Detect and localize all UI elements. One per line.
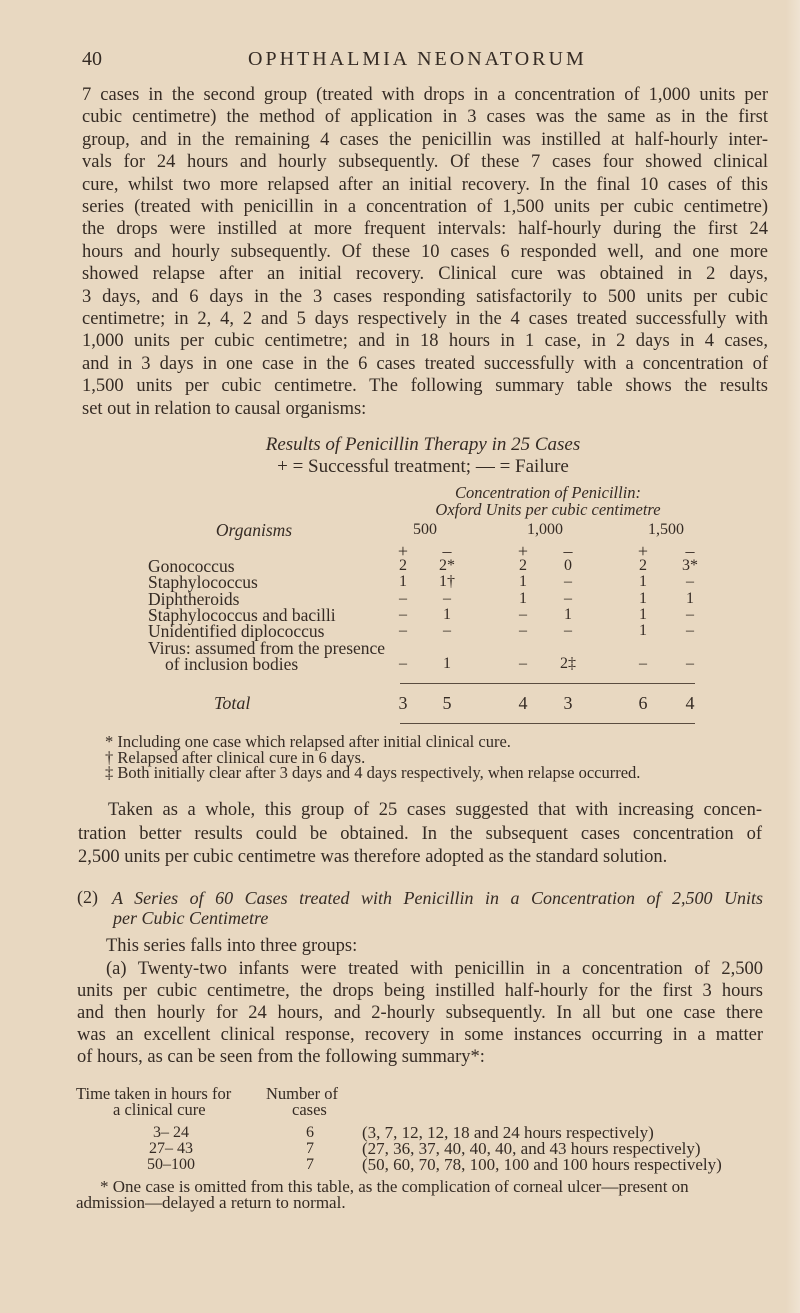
table-cell: 1 (639, 606, 647, 623)
table-cell: – (443, 590, 451, 607)
text-line: and in 3 days in one case in the 6 cases treated successfully with a concentration of (82, 353, 768, 374)
success-sign: + (517, 541, 529, 561)
text-line: 7 cases in the second group (treated with drops in a concentration of 1,000 units per (82, 85, 768, 105)
failure-sign: – (685, 541, 695, 561)
text-line: 2,500 units per cubic centimetre was therefore adopted as the standard solution. (78, 847, 668, 867)
summary-footnote-2: admission—delayed a return to normal. (76, 1193, 346, 1212)
table-cell: – (519, 606, 527, 623)
time-range: 3– 24 (153, 1124, 189, 1141)
time-heading-2: a clinical cure (113, 1100, 206, 1119)
row-label-continued: of inclusion bodies (165, 654, 299, 674)
table-cell: 2‡ (560, 655, 576, 672)
table-cell: 1 (639, 590, 647, 607)
table-cell: 2 (639, 557, 647, 574)
footnote: † Relapsed after clinical cure in 6 days. (105, 747, 366, 767)
total-cell: 3 (398, 693, 408, 713)
page-edge-shadow (786, 0, 800, 1313)
concentration-header: 1,500 (648, 521, 684, 538)
concentration-header: 1,000 (527, 521, 563, 538)
time-range: 50–100 (147, 1156, 195, 1173)
total-cell: 5 (442, 693, 452, 713)
table-cell: – (564, 590, 572, 607)
table-cell: 1 (519, 590, 527, 607)
section-number: (2) (77, 887, 98, 907)
row-label: Virus: assumed from the presence (148, 638, 386, 658)
table-cell: – (564, 573, 572, 590)
table-cell: 1 (399, 573, 407, 590)
summary-footnote-1: * One case is omitted from this table, as the complication of corneal ulcer—present on (100, 1177, 689, 1196)
case-count: 7 (306, 1140, 314, 1157)
table-cell: – (686, 573, 694, 590)
table-cell: – (443, 622, 451, 639)
concentration-heading: Concentration of Penicillin: (454, 483, 642, 502)
table-cell: – (399, 622, 407, 639)
text-line: group, and in the remaining 4 cases the penicillin was instilled at half-hourly inter- (82, 129, 768, 150)
text-line: was an excellent clinical response, recovery in some instances occurring in a matter (77, 1025, 763, 1045)
text-line: tration better results could be obtained. In the subsequent cases concentration of (78, 823, 762, 844)
total-cell: 4 (685, 693, 695, 713)
organisms-heading: Organisms (215, 520, 293, 540)
text-line: centimetre; in 2, 4, 2 and 5 days respectively in the 4 cases treated successfully with (82, 309, 768, 329)
failure-sign: – (442, 541, 452, 561)
table-cell: 1 (443, 606, 451, 623)
table-cell: 0 (564, 557, 572, 574)
footnote: ‡ Both initially clear after 3 days and 4 days respectively, when relapse occurred. (105, 763, 641, 782)
concentration-header: 500 (413, 521, 437, 538)
row-label: Staphylococcus (148, 572, 258, 592)
row-label: Unidentified diplococcus (148, 621, 325, 641)
case-count: 6 (306, 1124, 314, 1141)
total-cell: 3 (563, 693, 573, 713)
text-line: (a) Twenty-two infants were treated with penicillin in a concentration of 2,500 (106, 959, 763, 979)
text-line: 1,000 units per cubic centimetre; and in 18 hours in 1 case, in 2 days in 4 cases, (82, 331, 768, 352)
table-cell: 2* (439, 557, 455, 574)
table-cell: – (519, 655, 527, 672)
table-title: Results of Penicillin Therapy in 25 Cases (265, 434, 581, 455)
units-heading: Oxford Units per cubic centimetre (435, 500, 661, 519)
text-line: hours and hourly subsequently. Of these 10 cases 6 responded well, and one more (82, 241, 768, 262)
page-number: 40 (82, 48, 102, 70)
text-line: cubic centimetre) the method of application in 3 cases was the same as in the first (82, 107, 768, 128)
table-cell: 1 (686, 590, 694, 607)
failure-sign: – (563, 541, 573, 561)
success-sign: + (397, 541, 409, 561)
table-cell: – (686, 655, 694, 672)
time-heading: Time taken in hours for (76, 1084, 232, 1103)
table-cell: 1† (439, 573, 455, 590)
text-line: and then hourly for 24 hours, and 2-hourly subsequently. In all but one case there (77, 1003, 763, 1023)
success-sign: + (637, 541, 649, 561)
case-details: (50, 60, 70, 78, 100, 100 and 100 hours respectively) (362, 1155, 722, 1174)
section-heading-line-1: A Series of 60 Cases treated with Penicillin in a Concentration of 2,500 Units (112, 888, 763, 908)
text-line: the drops were instilled at more frequent intervals: half-hourly during the first 24 (82, 219, 768, 240)
section-intro: This series falls into three groups: (106, 936, 358, 956)
row-label: Staphylococcus and bacilli (148, 605, 336, 625)
time-range: 27– 43 (149, 1140, 193, 1157)
table-cell: – (686, 622, 694, 639)
table-cell: 3* (682, 557, 698, 574)
cases-heading: Number of (266, 1084, 338, 1103)
table-cell: 1 (639, 573, 647, 590)
table-cell: 1 (639, 622, 647, 639)
table-cell: – (399, 655, 407, 672)
total-cell: 6 (638, 693, 648, 713)
cases-heading-2: cases (292, 1100, 327, 1119)
table-cell: 2 (399, 557, 407, 574)
table-cell: – (639, 655, 647, 672)
table-cell: 2 (519, 557, 527, 574)
total-label: Total (214, 693, 251, 713)
case-count: 7 (306, 1156, 314, 1173)
text-line: 3 days, and 6 days in the 3 cases responding satisfactorily to 500 units per cubic (82, 286, 768, 307)
table-cell: – (519, 622, 527, 639)
text-line: cure, whilst two more relapsed after an initial recovery. In the final 10 cases of this (82, 174, 768, 195)
text-line: Taken as a whole, this group of 25 cases suggested that with increasing concen- (108, 800, 762, 820)
table-cell: – (686, 606, 694, 623)
total-rule (400, 683, 695, 684)
running-title: OPHTHALMIA NEONATORUM (248, 48, 587, 70)
row-label: Diphtheroids (148, 589, 240, 609)
table-cell: – (564, 622, 572, 639)
footnote: * Including one case which relapsed after initial clinical cure. (105, 732, 511, 751)
text-line: series (treated with penicillin in a concentration of 1,500 units per cubic centimetre) (82, 197, 768, 217)
section-heading-line-2: per Cubic Centimetre (113, 908, 269, 928)
table-cell: 1 (443, 655, 451, 672)
table-cell: 1 (519, 573, 527, 590)
table-cell: – (399, 606, 407, 623)
text-line: set out in relation to causal organisms: (82, 398, 367, 419)
bottom-rule (400, 723, 695, 724)
text-line: 1,500 units per cubic centimetre. The following summary table shows the results (82, 376, 768, 397)
text-line: units per cubic centimetre, the drops being instilled half-hourly for the first 3 hours (77, 981, 763, 1001)
text-line: vals for 24 hours and hourly subsequently. Of these 7 cases four showed clinical (82, 152, 768, 173)
table-cell: – (399, 590, 407, 607)
table-cell: 1 (564, 606, 572, 623)
total-cell: 4 (518, 693, 528, 713)
table-legend: + = Successful treatment; — = Failure (277, 456, 569, 477)
row-label: Gonococcus (148, 556, 235, 576)
case-details: (3, 7, 12, 12, 18 and 24 hours respectively) (362, 1123, 654, 1142)
text-line: showed relapse after an initial recovery. Clinical cure was obtained in 2 days, (82, 264, 768, 285)
text-line: of hours, as can be seen from the following summary*: (77, 1047, 485, 1067)
case-details: (27, 36, 37, 40, 40, 40, and 43 hours respectively) (362, 1139, 701, 1158)
